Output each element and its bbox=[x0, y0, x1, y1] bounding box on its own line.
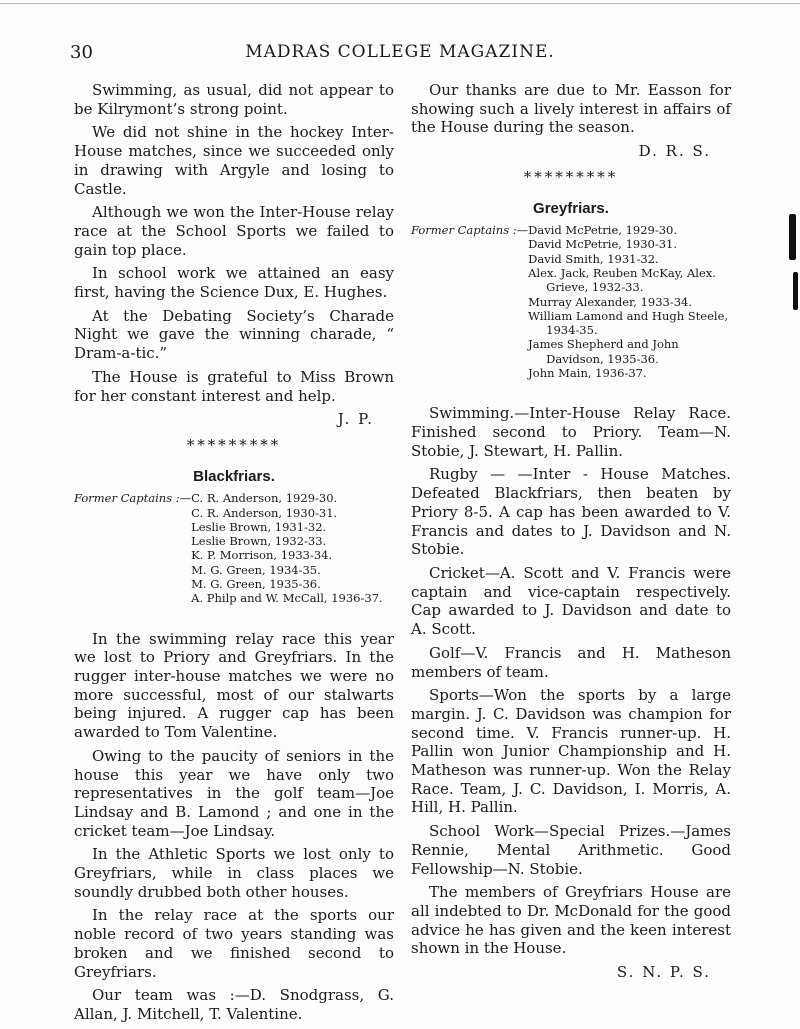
paragraph: Rugby — —Inter - House Matches. Defeated Blackfriars, then beaten by Priory 8-5. A cap has been awarded to V. Francis and dates to J. Davidson and N. Stobie. bbox=[411, 465, 731, 559]
captain-entry: M. G. Green, 1935-36. bbox=[191, 577, 321, 592]
captain-entry: Alex. Jack, Reuben McKay, Alex. Grieve, 1932-33. bbox=[528, 266, 716, 295]
captains-list bbox=[191, 491, 383, 605]
captain-entry: John Main, 1936-37. bbox=[528, 366, 647, 381]
paragraph: Our team was :—D. Snodgrass, G. Allan, J. Mitchell, T. Valentine. bbox=[74, 986, 394, 1023]
former-captains bbox=[74, 491, 394, 605]
captain-entry: David Smith, 1931-32. bbox=[528, 251, 659, 266]
house-title: Blackfriars. bbox=[193, 468, 275, 486]
paragraph: Our thanks are due to Mr. Easson for showing such a lively interest in affairs of the House during the season. bbox=[411, 81, 731, 137]
paragraph: Owing to the paucity of seniors in the house this year we have only two representatives in the golf team—Joe Lindsay and B. Lamond ; and one in the cricket team—Joe Lindsay. bbox=[74, 746, 394, 840]
paragraph: Swimming.—Inter-House Relay Race. Finished second to Priory. Team—N. Stobie, J. Stewart, H. Pallin. bbox=[411, 404, 731, 460]
page-top-edge bbox=[0, 3, 800, 4]
right-column bbox=[411, 81, 731, 989]
section-divider: ********* bbox=[186, 436, 282, 455]
captain-entry: Leslie Brown, 1932-33. bbox=[191, 534, 327, 549]
paragraph: We did not shine in the hockey Inter-House matches, since we succeeded only in drawing with Argyle and losing to Castle. bbox=[74, 123, 394, 198]
captain-entry: C. R. Anderson, 1929-30. bbox=[191, 491, 338, 506]
paragraph: At the Debating Society’s Charade Night we gave the winning charade, “ Dram-a-tic.” bbox=[74, 306, 394, 363]
signature: D. R. S. bbox=[638, 142, 711, 161]
paragraph: Cricket—A. Scott and V. Francis were captain and vice-captain respectively. Cap awarded to J. Davidson and date to A. Scott. bbox=[411, 564, 731, 639]
captain-entry: William Lamond and Hugh Steele, 1934-35. bbox=[528, 308, 729, 338]
paragraph: Sports—Won the sports by a large margin. J. C. Davidson was champion for second time. V. Francis runner-up. H. Pallin won Junior Championship and H. Matheson was runner-up. Won the Relay Race. Team, J. C. Davidson, I. Morris, A. Hill, H. Pallin. bbox=[411, 686, 731, 817]
paragraph: The members of Greyfriars House are all indebted to Dr. McDonald for the good advice he has given and the keen interest shown in the House. bbox=[411, 883, 731, 958]
captain-entry: Leslie Brown, 1931-32. bbox=[191, 519, 327, 534]
left-column bbox=[74, 81, 394, 1029]
paragraph: In school work we attained an easy first, having the Science Dux, E. Hughes. bbox=[74, 264, 394, 302]
captain-entry: Murray Alexander, 1933-34. bbox=[528, 294, 693, 309]
signature: J. P. bbox=[337, 410, 374, 429]
binding-edge-mark bbox=[789, 214, 796, 260]
paragraph: In the relay race at the sports our noble record of two years standing was broken and we finished second to Greyfriars. bbox=[74, 906, 394, 981]
captain-entry: C. R. Anderson, 1930-31. bbox=[191, 505, 338, 520]
paragraph: In the swimming relay race this year we lost to Priory and Greyfriars. In the rugger inter-house matches we were no more successful, most of our stalwarts being injured. A rugger cap has been awarded to Tom Valentine. bbox=[74, 629, 394, 742]
paragraph: School Work—Special Prizes.—James Rennie, Mental Arithmetic. Good Fellowship—N. Stobie. bbox=[411, 822, 731, 878]
running-title: MADRAS COLLEGE MAGAZINE. bbox=[245, 42, 555, 62]
paragraph: The House is grateful to Miss Brown for her constant interest and help. bbox=[74, 367, 394, 405]
paragraph: Swimming, as usual, did not appear to be Kilrymont’s strong point. bbox=[74, 81, 394, 118]
captains-list bbox=[528, 223, 731, 380]
page-number: 30 bbox=[70, 42, 93, 63]
captain-entry: James Shepherd and John Davidson, 1935-36. bbox=[528, 337, 679, 366]
page-header bbox=[70, 42, 730, 66]
section-divider: ********* bbox=[523, 168, 619, 187]
captain-entry: M. G. Green, 1934-35. bbox=[191, 562, 321, 577]
captain-entry: A. Philp and W. McCall, 1936-37. bbox=[191, 591, 383, 606]
house-title: Greyfriars. bbox=[533, 200, 609, 218]
former-captains bbox=[411, 223, 731, 380]
paragraph: Although we won the Inter-House relay race at the School Sports we failed to gain top place. bbox=[74, 203, 394, 259]
signature: S. N. P. S. bbox=[616, 963, 711, 982]
captains-label: Former Captains :— bbox=[74, 491, 192, 506]
captain-entry: David McPetrie, 1929-30. bbox=[528, 223, 678, 238]
captain-entry: David McPetrie, 1930-31. bbox=[528, 237, 678, 252]
captain-entry: K. P. Morrison, 1933-34. bbox=[191, 548, 333, 563]
paragraph: Golf—V. Francis and H. Matheson members of team. bbox=[411, 643, 731, 681]
paragraph: In the Athletic Sports we lost only to Greyfriars, while in class places we soundly drubbed both other houses. bbox=[74, 845, 394, 901]
binding-edge-mark bbox=[793, 272, 798, 310]
captains-label: Former Captains :— bbox=[411, 223, 529, 238]
